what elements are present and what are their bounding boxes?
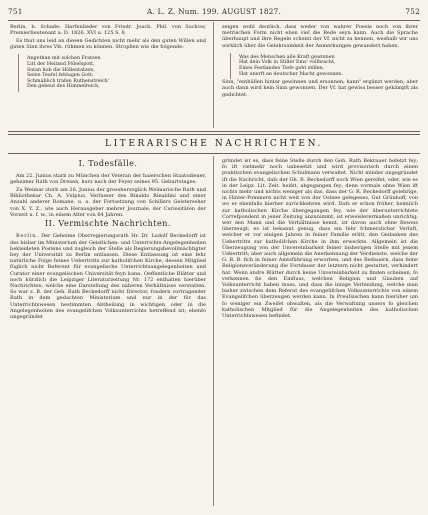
review-column-left (10, 24, 206, 92)
section-rule (8, 134, 420, 135)
column-divider (213, 22, 214, 128)
poem-line: Hat dein Volk in Stiller Ems' vollbracht, (239, 60, 336, 66)
journal-title: A. L. Z. (146, 7, 176, 16)
obituary-vulpius: Zu Weimar starb am 26. Junius der grossherzoglich Weimarische Rath und Bibliothekar Ch. A. Vulpius, Verfasser des Rinaldo Rinaldini und einer Anzahl anderer Romane, u. a. der Fortsetzung von Schillers Geisterseher von X. Y. Z., wie auch Herausgeber mehrer Journale, der Curiositäten der Vorzeit u. f. w., in einem Alter von 64 Jahren. (10, 186, 206, 218)
review-conclusion: Sinn, "enthüllen hinter gewinnen und ersonnen; kann" ergänzt werden; aber auch dann wird kein Sinn gewonnen. Der Vf. hat gewiss besser gekämpft als gedichtet. (222, 79, 418, 98)
poem-line: Den gebeut des Himmelreich, (27, 84, 100, 90)
poem-excerpt (18, 54, 206, 92)
dateline: Berlin. (16, 233, 39, 240)
review-text: Es thut uns leid an diesen Gedichten nicht mehr als den guten Willen und guten Sinn ihres Vfs. rühmen zu können. Strophen wie die folgende: (10, 37, 206, 51)
section-rule (8, 153, 420, 154)
poem-line: Satan hob die Höllentatzen, (27, 67, 95, 73)
poem-line: Seine Teufel fehlugen Gott: (27, 73, 94, 79)
poem-line: Schmählich trafen Ruthenstreich' (27, 78, 110, 84)
poem-line: Was des Menschen alle Kraft gewinnen (239, 54, 335, 60)
news-text: Der Geheime Oberregierungsrath Hr. Dr. Ludolf Beckedorff ist des bisher im Ministerium der Geistlichen- und Unterrichts-Angelegenheiten bekleideten Postens und zugleich der Stelle als Regierungsbevollmächtigter bey der Universität zu Berlin entlassen. Diese Entlassung ist eine fehr natürliche Folge feines Uebertritts zur katholifchen Kirche, dessen Mitglied füglich nicht Referent für evangelische Unterrichtsangelegenheiten und Curator einer evangelischen Universität feyn kann. Oeffentliche Blätter und noch kürzlich die Leipziger Literaturzeitung Nr. 172 enthalten hierüber Nachrichten, welche eine Darstellung des näheren Verhältnisse verstatten. So war z. B. der Geh. Rath Beckedorff nicht Director, fondern vortragender Rath in dem gedachten Ministerium und nur in der für das Unterrichtswesen bestimmten Abtheilung in wichtigen oder in die Angelegenheiten des evangelifchen Volksunterrichts betreffend ist; ebenfo ungegründet (10, 233, 206, 321)
page-header (8, 5, 420, 19)
page-number-left: 751 (8, 7, 23, 16)
issue-number: Num. 199. (178, 7, 220, 16)
journal-header (8, 7, 420, 16)
review-column-right (222, 24, 418, 99)
section-title: LITERARISCHE NACHRICHTEN. (105, 139, 323, 149)
poem-line: Angethan mit solchen Fratzen (27, 56, 101, 62)
header-rule (8, 20, 420, 21)
poem-line: Hat unerft an deutscher Macht gewonnen. (239, 71, 343, 77)
column-divider (213, 156, 214, 506)
news-beckedorff (10, 233, 206, 320)
issue-date: AUGUST 1827. (221, 7, 282, 16)
heading-deaths: I. Todesfälle. (78, 159, 138, 168)
review-citation: Berlin, b. Schade: Harfenlieder von Friedr. Joach. Phil. von Suckow, Premierlieutenant a. D. 1826. XVI u. 125 S. 8. (10, 24, 206, 37)
poem-excerpt (230, 53, 418, 79)
heading-misc-news: II. Vermischte Nachrichten. (45, 219, 171, 229)
obituary-drexen: Am 22. Junius starb zu München der Veteran der baierschen Staatsdiener, geheimer Rath von Drexen, kurz nach der Feyer seines 95. Geburtstages. (10, 173, 206, 186)
poem-line: Litt der Heiland Pöbelspott, (27, 61, 95, 67)
news-column-left (10, 158, 206, 322)
review-text: zeigen wohl deutlich, dass weder von wahrer Poesie noch von ihrer metrischen Form nicht eben viel die Rede seyn kann. Auch die Sprache überhaupt und ihre Regeln scheint der Vf. nicht zu kennen, weshalb wir uns wirklich über die Gelehrsamkeit der Anmerkungen gewundert haben. (222, 24, 418, 49)
section-rule (8, 131, 420, 132)
poem-line: Eines Festlandes Tiefe geht stillen, (239, 66, 325, 71)
news-continuation: gründet ist es, dass feine Stelle durch den Geh. Rath Bekrauer befetzt fey; fo ift vielmehr noch unbesetzt und wird provisorisch durch einen praktischen evangelischen Schulmann verwaltet. Nicht minder ungegründet ift die Nachricht, dafs der Gh. R. Beckedorff noch Wien gereifet, oder, wie es in der Leipz. Lit. Zeit. heifst, abgegangen fey; denn vormals ohne Wien ift nichts mehr und nichts weniger als das, dass der G. R. Beckedorff gelehrige, in Hinter-Pommern nicht weit von der Ostsee gelegenes, Gut Grünhoff, von wo er ebenfalls hierher zurückkehren wird. Dafs er schon früher, heimlich zur katholischen Kirche übergegangen fey, wie der überunterrichtete Correfpondent in jener Zeitung anzunimmt, ist erweislerermaßen unrichtig; wer den Mann und die Verhältnisse kennt, ist davon auch ohne Beweis überzeugt; es ist bekannt genug, dass ein fehr fchmerzlicher Verluft, welcher er vor einigen Jahren in feiner Familie erlitt, den Gedanken des Uebertritts zur katholifchen Kirche in ihm erweckte. Allgemein ist die Überzeugung von der Unvereinbarkeit feiner bisherigen Stelle mit jenem Uebertritt; aber auch allgemein die Anerkennung der Verdienste, welche der G. R. B. fich in feiner Amtsführung erworben, und des Bedauern, dass feine Religionsveränderung die Fortdauer der letztern nicht gestattet, verhindert hat. Wenn andre Blätter durch keine Unvereinbarkeit zu finden scheinen, fo verkennen fie den Einfluss, welchen Religion und Glauben auf Volksunterricht haben muss, und dass die innige Verbindung, welche man bisher zwischen dem Referat des evangelifchen Volksunterrichts von einem Evangelifchen überzeugen werden kann. In Preufsischen kann hierüber um fo weniger ein Zweifel obwalten, als die Verwaltung unsers fo gleichen katholischen Mitglied für die Angelegenheiten des katholischen Unterrichtswesen befindet. (222, 158, 418, 320)
news-column-right (222, 158, 418, 321)
page-number-right: 752 (405, 7, 420, 16)
